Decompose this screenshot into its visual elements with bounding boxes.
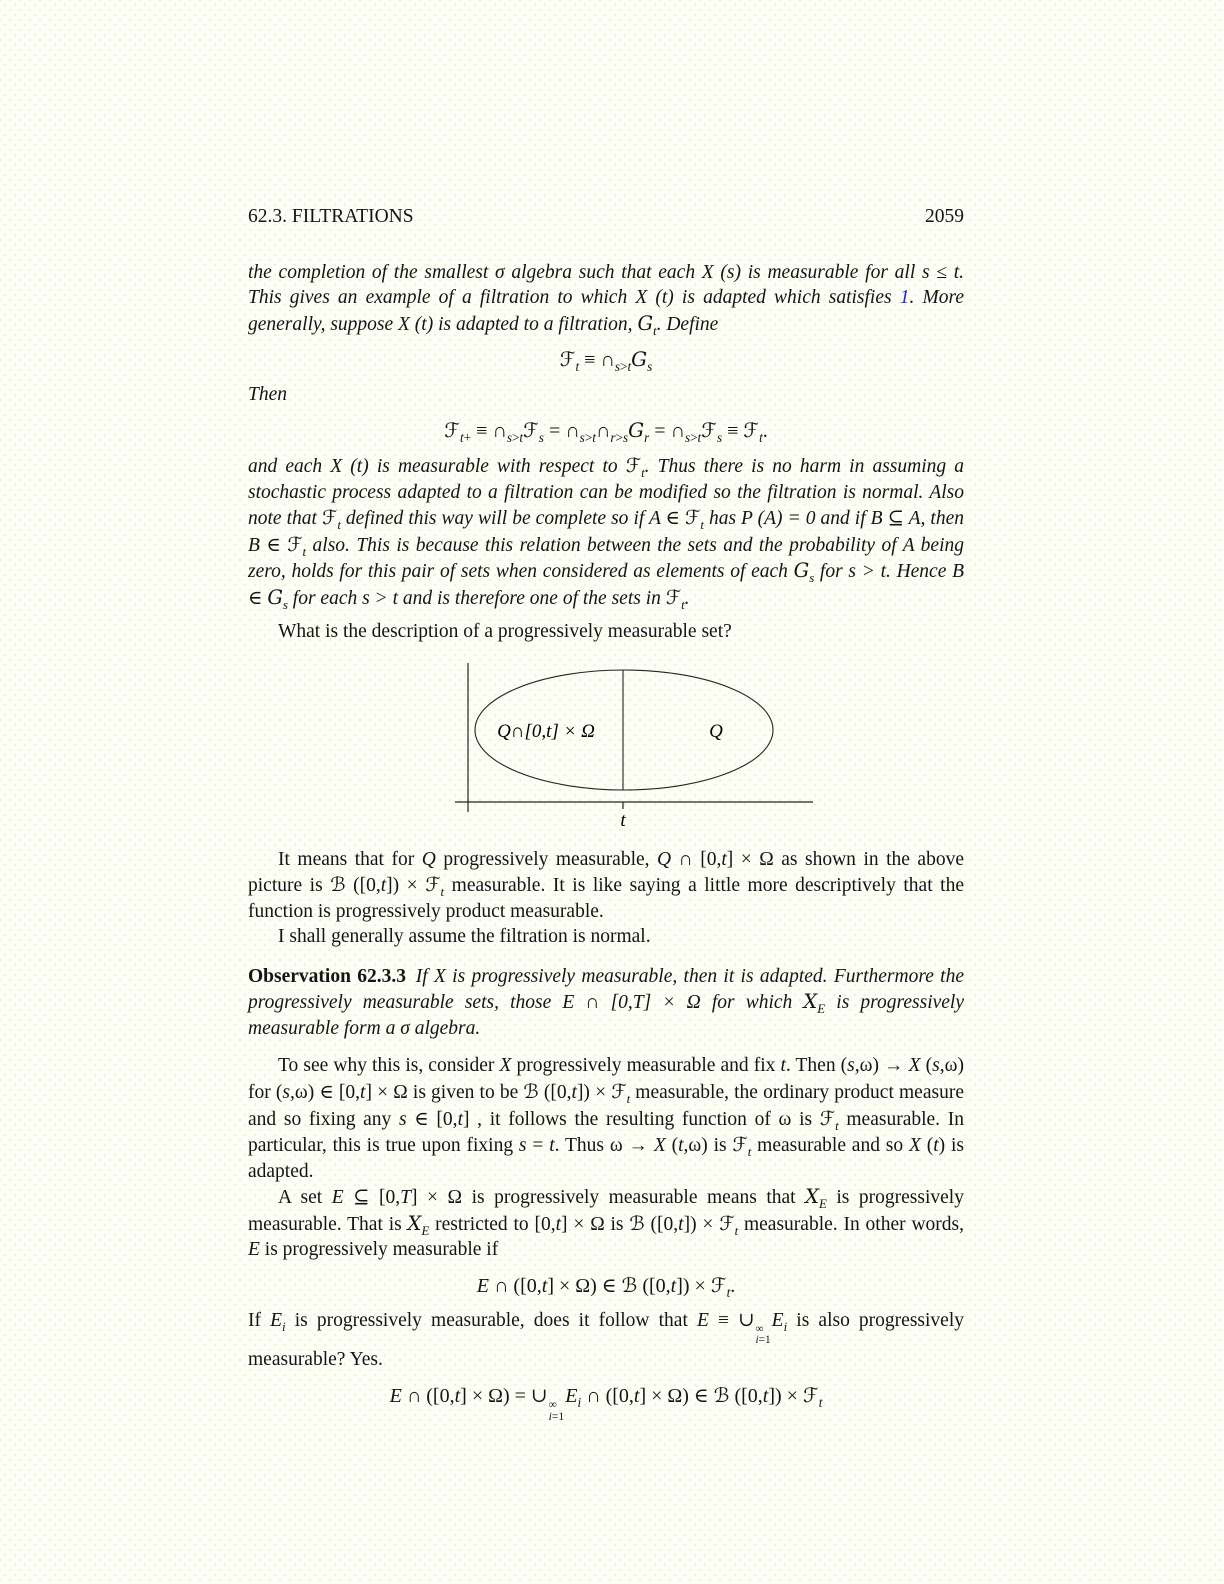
equation-right-continuity: ℱ$_{t+}$ ≡ $\cap_{s>t}ℱ_s$ = $\cap_{s>t}\cap_{r>s}G_r$ = $\cap_{s>t}ℱ_s$ ≡ ℱ$_t$. xyxy=(444,417,768,445)
paragraph-it-means: It means that for Q progressively measurable, Q ∩ [0,t] × Ω as shown in the above picture is ℬ ([0,t]) × ℱ$_t$ measurable. It is like saying a little more descriptively that the function is progressively product measurable. xyxy=(248,848,964,922)
left-region-label: Q∩[0,t] × Ω xyxy=(497,720,595,742)
observation-62-3-3 xyxy=(248,964,964,1042)
then-word: Then xyxy=(248,384,287,406)
equation-filtration-definition: ℱ$_t$ ≡ $\cap_{s>t}G_s$ xyxy=(559,347,653,375)
equation-membership: E ∩ ([0,t] × Ω) ∈ ℬ ([0,t]) × ℱ$_t$. xyxy=(476,1272,736,1300)
reference-link-1[interactable]: 1 xyxy=(899,287,910,309)
page-header xyxy=(248,204,964,230)
paragraph-assume-normal: I shall generally assume the filtration is normal. xyxy=(278,926,651,948)
paragraph-to-see-why: To see why this is, consider X progressively measurable and fix t. Then (s,ω) → X (s,ω) for (s,ω) ∈ [0,t] × Ω is given to be ℬ ([0,t]) × ℱ$_t$ measurable, the ordinary product measure and so fixing any s ∈ [0,t] , it follows the resulting function of ω is ℱ$_t$ measurable. In particular, this is true upon fixing s = t. Thus ω → X (t,ω) is ℱ$_t$ measurable and so X (t) is adapted. xyxy=(248,1055,965,1182)
paragraph-completion: the completion of the smallest σ algebra such that each X (s) is measurable for all s ≤ t. This gives an example of a filtration to which X (t) is adapted which satisfies 1. More generally, suppose X (t) is adapted to a filtration, $G_t$. Define xyxy=(248,261,964,338)
paragraph-union-question: If $E_i$ is progressively measurable, does it follow that E ≡ ∪ ∞ i=1 $E_i$ is also progressively measurable? Yes. xyxy=(248,1309,964,1371)
right-region-label: Q xyxy=(709,720,723,742)
paragraph-normal-filtration: and each X (t) is measurable with respect to ℱ$_t$. Thus there is no harm in assuming a stochastic process adapted to a filtration can be modified so the filtration is normal. Also note that ℱ$_t$ defined this way will be complete so if A ∈ ℱ$_t$ has P (A) = 0 and if B ⊆ A, then B ∈ ℱ$_t$ also. This is because this relation between the sets and the probability of A being zero, holds for this pair of sets when considered as elements of each $G_s$ for s > t. Hence B ∈ $G_s$ for each s > t and is therefore one of the sets in ℱ$_t$. xyxy=(248,454,964,612)
figure-progressively-measurable-set xyxy=(248,661,964,829)
equation-union: E ∩ ([0,t] × Ω) = ∪ ∞ i=1 $E_i$ ∩ ([0,t] × Ω) ∈ ℬ ([0,t]) × ℱ$_t$ xyxy=(389,1382,823,1423)
observation-body: If X is progressively measurable, then it is adapted. Furthermore the progressively measurable sets, those E ∩ [0,T] × Ω for which $X_E$ is progressively measurable form a σ algebra. xyxy=(248,965,965,1039)
observation-label: Observation 62.3.3 xyxy=(248,965,406,987)
time-tick-label: t xyxy=(620,809,626,829)
section-title: 62.3. FILTRATIONS xyxy=(248,206,414,227)
paragraph-question: What is the description of a progressively measurable set? xyxy=(278,621,732,643)
figure-canvas xyxy=(453,661,815,829)
page-number: 2059 xyxy=(925,206,964,227)
paragraph-a-set: A set E ⊆ [0,T] × Ω is progressively measurable means that $X_E$ is progressively measurable. That is $X_E$ restricted to [0,t] × Ω is ℬ ([0,t]) × ℱ$_t$ measurable. In other words, E is progressively measurable if xyxy=(248,1185,964,1261)
